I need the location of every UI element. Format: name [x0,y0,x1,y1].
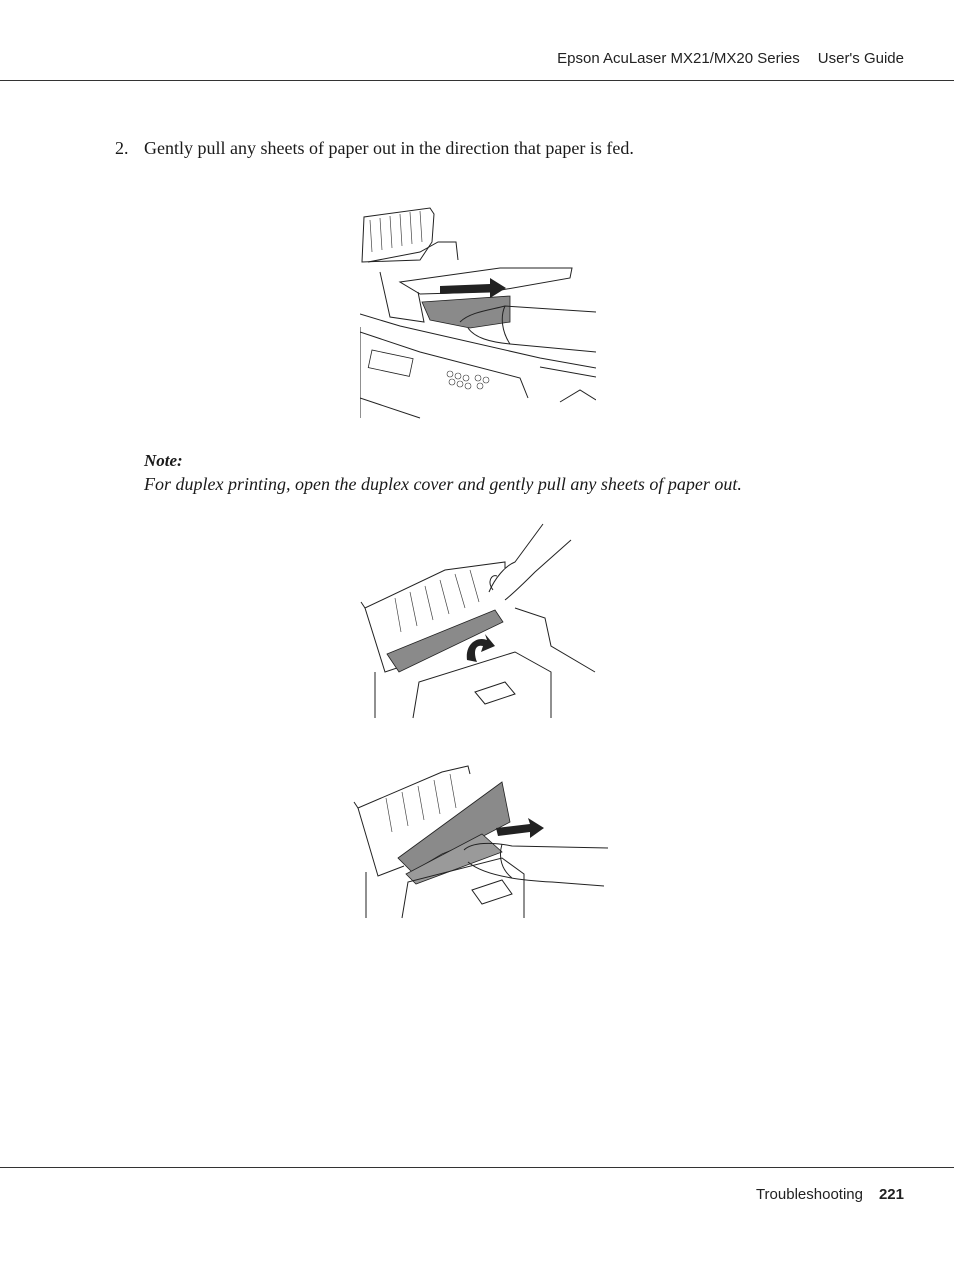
note-label: Note: [144,451,183,470]
page-number: 221 [878,1186,904,1203]
running-header [557,50,904,67]
step-text: Gently pull any sheets of paper out in the direction that paper is fed. [144,138,634,158]
header-guide: User's Guide [817,50,904,67]
duplex-cover-open-illustration [355,522,600,722]
running-footer [756,1186,904,1203]
footer-rule [0,1167,954,1168]
header-series: Epson AcuLaser MX21/MX20 Series [557,50,800,67]
adf-paper-removal-illustration [360,202,596,422]
step-number: 2. [115,138,129,158]
step-item [115,136,634,160]
duplex-paper-removal-illustration [352,762,610,920]
footer-section: Troubleshooting [755,1186,863,1203]
note-text: For duplex printing, open the duplex cover and gently pull any sheets of paper out. [144,474,742,494]
header-rule [0,80,954,81]
